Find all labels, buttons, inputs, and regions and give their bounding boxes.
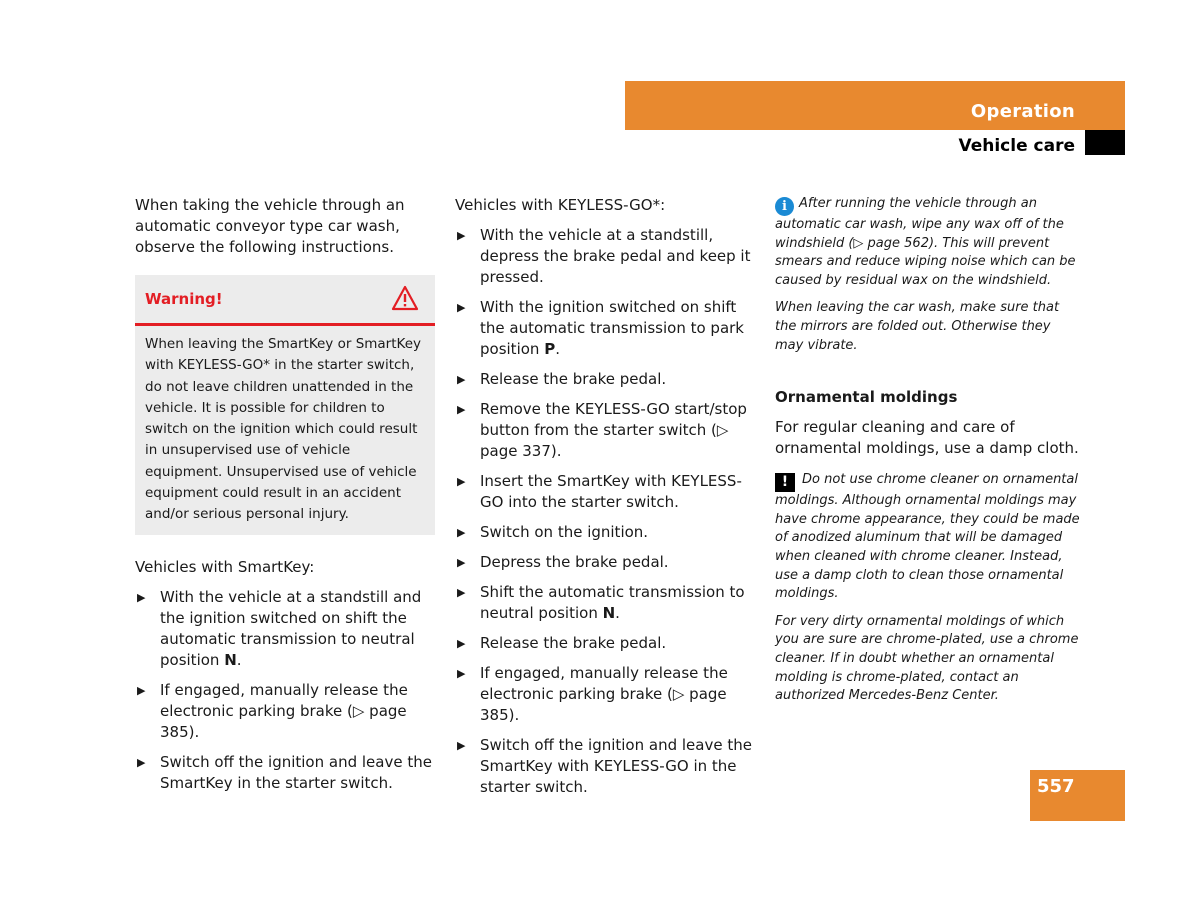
intro-text: When taking the vehicle through an automatic conveyor type car wash, observe the following instructions. (135, 196, 405, 256)
step-text: Shift the automatic transmission to neutral position (480, 583, 745, 622)
step-text: Depress the brake pedal. (480, 553, 669, 571)
step-item (455, 663, 760, 726)
step-text: . (236, 650, 242, 669)
caution-note (775, 471, 1080, 604)
step-arrow-icon: ▶ (457, 739, 466, 752)
warning-box (135, 275, 435, 535)
step-arrow-icon: ▶ (137, 683, 146, 697)
ornamental-moldings-text: For regular cleaning and care of ornamental moldings, use a damp cloth. (775, 418, 1079, 458)
step-arrow-icon: ▶ (457, 301, 466, 314)
step-position-label: P (544, 340, 556, 358)
step-arrow-icon: ▶ (457, 403, 466, 416)
step-arrow-icon: ▶ (457, 637, 466, 650)
step-item (455, 735, 760, 798)
step-item (455, 552, 760, 573)
step-text: . (555, 340, 560, 358)
step-arrow-icon: ▶ (457, 229, 466, 242)
step-arrow-icon: ▶ (457, 586, 466, 599)
step-arrow-icon: ▶ (137, 755, 146, 769)
step-arrow-icon: ▶ (457, 526, 466, 539)
step-arrow-icon: ▶ (457, 556, 466, 569)
step-text: . (615, 604, 620, 622)
step-item (135, 752, 435, 794)
section-header-bar (625, 81, 1125, 130)
step-text: If engaged, manually release the electronic parking brake (▷ page 385). (480, 664, 728, 724)
ornamental-moldings-heading: Ornamental moldings (775, 388, 958, 407)
caution-note-2: For very dirty ornamental moldings of which you are sure are chrome-plated, use a chrome cleaner. If in doubt whether an ornamental molding is chrome-plated, contact an authorized Mercedes-Benz Center. (775, 613, 1079, 704)
step-item (135, 680, 435, 743)
step-text: With the vehicle at a standstill, depress the brake pedal and keep it pressed. (480, 226, 751, 286)
caution-note-text: Do not use chrome cleaner on ornamental moldings. Although ornamental moldings may have chrome appearance, they could be made of anodized aluminum that will be damaged when cleaned with chrome cleaner. Instead, use a damp cloth to clean those ornamental moldings. (775, 472, 1080, 602)
step-item (455, 582, 760, 624)
page-number: 557 (1037, 776, 1075, 797)
keyless-go-heading: Vehicles with KEYLESS-GO*: (455, 196, 666, 214)
step-item (455, 471, 760, 513)
step-position-label: N (224, 650, 237, 669)
step-arrow-icon: ▶ (137, 590, 146, 604)
step-text: Remove the KEYLESS-GO start/stop button from the starter switch (▷ page 337). (480, 400, 747, 460)
warning-text: When leaving the SmartKey or SmartKey with KEYLESS-GO* in the starter switch, do not leave children unattended in the vehicle. It is possible for children to switch on the ignition which could result in unsupervised use of vehicle equipment. Unsupervised use of vehicle equipment could result in an accident and/or serious personal injury. (145, 336, 422, 523)
step-item (455, 369, 760, 390)
subsection-marker (1085, 130, 1125, 155)
info-note (775, 195, 1080, 290)
step-item (455, 399, 760, 462)
exclamation-icon: ! (775, 473, 795, 492)
step-arrow-icon: ▶ (457, 667, 466, 680)
info-icon: i (775, 197, 794, 216)
smartkey-heading: Vehicles with SmartKey: (135, 557, 315, 576)
step-item (455, 633, 760, 654)
column-2 (455, 195, 760, 807)
step-text: Insert the SmartKey with KEYLESS-GO into the starter switch. (480, 472, 742, 511)
step-item (455, 522, 760, 543)
step-text: Switch off the ignition and leave the SmartKey with KEYLESS-GO in the starter switch. (480, 736, 752, 796)
step-text: Switch on the ignition. (480, 523, 649, 541)
warning-triangle-icon (391, 285, 419, 311)
info-note-text: After running the vehicle through an automatic car wash, wipe any wax off of the windshield (▷ page 562). This will prevent smears and reduce wiping noise which can be caused by residual wax on the windshield. (775, 196, 1076, 288)
keyless-go-steps-list (455, 225, 760, 798)
step-text: With the ignition switched on shift the automatic transmission to park position (480, 298, 744, 358)
step-position-label: N (602, 604, 616, 622)
step-item (455, 297, 760, 360)
column-1 (135, 195, 435, 803)
step-item (455, 225, 760, 288)
step-item (135, 587, 435, 671)
warning-title: Warning! (145, 290, 223, 308)
info-note-2: When leaving the car wash, make sure that the mirrors are folded out. Otherwise they may vibrate. (775, 300, 1060, 353)
page-number-box (1030, 770, 1125, 821)
step-text: Switch off the ignition and leave the SmartKey in the starter switch. (160, 752, 432, 792)
step-text: Release the brake pedal. (480, 634, 667, 652)
column-3 (775, 195, 1080, 706)
step-arrow-icon: ▶ (457, 373, 466, 386)
step-text: If engaged, manually release the electronic parking brake (▷ page 385). (160, 680, 408, 741)
warning-header (135, 275, 435, 326)
step-text: With the vehicle at a standstill and the ignition switched on shift the automatic transmission to neutral position (160, 587, 422, 669)
smartkey-steps-list (135, 587, 435, 794)
section-title: Operation (970, 101, 1075, 122)
step-arrow-icon: ▶ (457, 475, 466, 488)
subsection-title: Vehicle care (958, 136, 1075, 156)
step-text: Release the brake pedal. (480, 370, 667, 388)
